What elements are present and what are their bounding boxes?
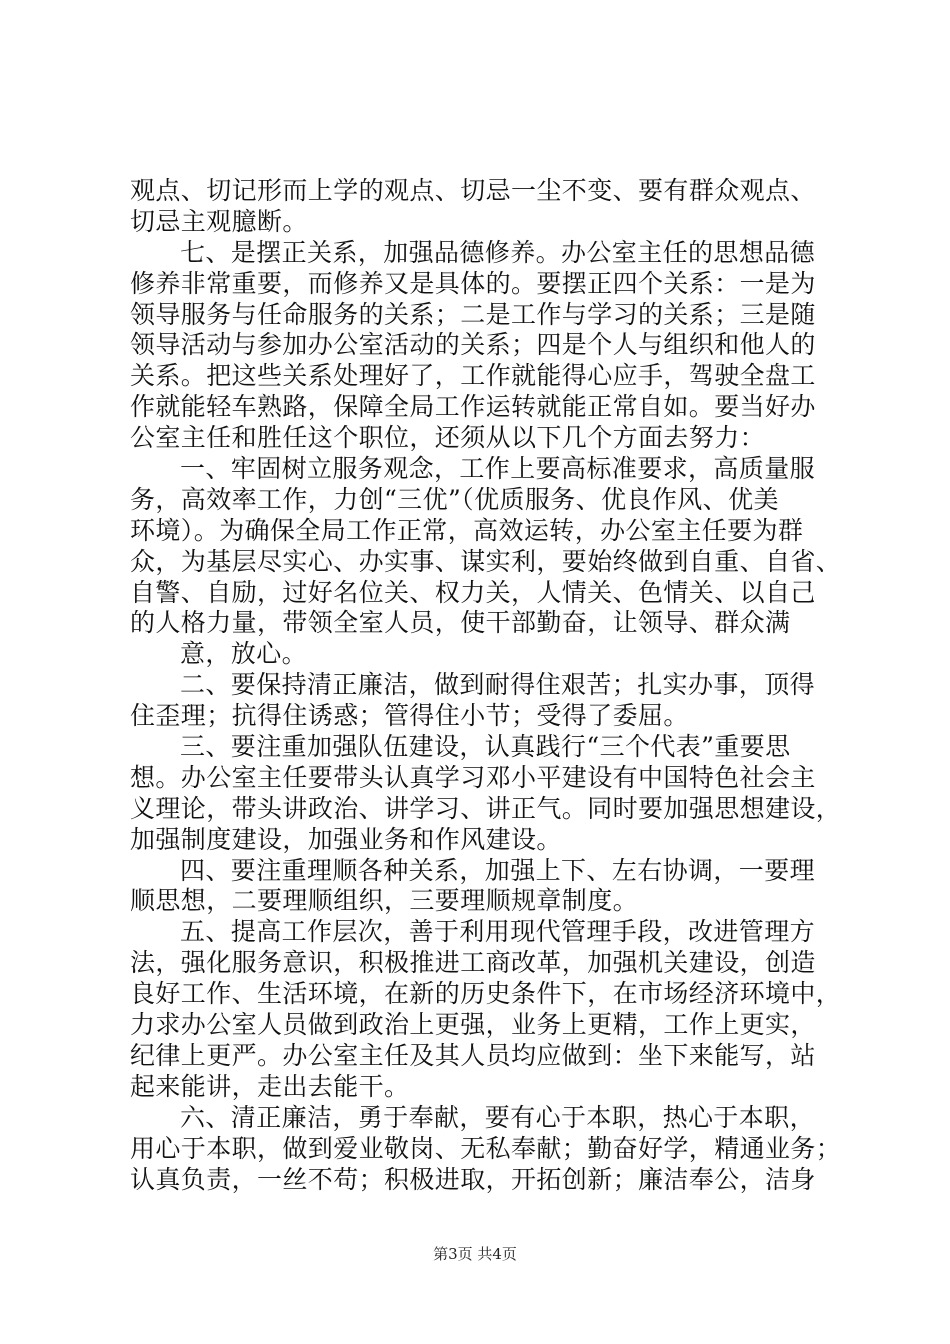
text-line: 良好工作、生活环境，在新的历史条件下，在市场经济环境中， [130, 979, 842, 1009]
text-line: 作就能轻车熟路，保障全局工作运转就能正常自如。要当好办 [130, 392, 816, 422]
text-line: 用心于本职，做到爱业敬岗、无私奉献；勤奋好学，精通业务； [130, 1133, 842, 1163]
text-line: 切忌主观臆断。 [130, 206, 308, 236]
text-line: 三、要注重加强队伍建设，认真践行“三个代表”重要思 [180, 732, 791, 762]
text-line: 七、是摆正关系，加强品德修养。办公室主任的思想品德 [180, 237, 816, 267]
text-line: 自警、自励，过好名位关、权力关，人情关、色情关、以自己 [130, 577, 816, 607]
text-line: 顺思想，二要理顺组织，三要理顺规章制度。 [130, 886, 639, 916]
page-footer: 第3页 共4页 [433, 1245, 517, 1263]
text-line: 众，为基层尽实心、办实事、谋实利，要始终做到自重、自省、 [130, 546, 842, 576]
text-line: 四、要注重理顺各种关系，加强上下、左右协调，一要理 [180, 855, 816, 885]
text-line: 观点、切记形而上学的观点、切忌一尘不变、要有群众观点、 [130, 176, 816, 205]
text-line: 领导服务与任命服务的关系；二是工作与学习的关系；三是随 [130, 299, 816, 329]
text-line: 一、牢固树立服务观念，工作上要高标准要求，高质量服 [180, 454, 816, 484]
text-line: 义理论，带头讲政治、讲学习、讲正气。同时要加强思想建设， [130, 793, 842, 823]
text-line: 务，高效率工作，力创“三优”（优质服务、优良作风、优美 [130, 484, 779, 514]
text-line: 认真负责，一丝不苟；积极进取，开拓创新；廉洁奉公，洁身 [130, 1164, 816, 1194]
text-line: 起来能讲，走出去能干。 [130, 1071, 410, 1101]
text-line: 关系。把这些关系处理好了，工作就能得心应手，驾驶全盘工 [130, 361, 816, 391]
text-line: 意，放心。 [180, 639, 308, 669]
text-line: 纪律上更严。办公室主任及其人员均应做到：坐下来能写，站 [130, 1040, 816, 1070]
text-line: 修养非常重要，而修养又是具体的。要摆正四个关系：一是为 [130, 268, 816, 298]
text-line: 公室主任和胜任这个职位，还须从以下几个方面去努力： [130, 423, 766, 453]
text-line: 法，强化服务意识，积极推进工商改革，加强机关建设，创造 [130, 948, 816, 978]
text-line: 环境）。为确保全局工作正常，高效运转，办公室主任要为群 [130, 515, 804, 545]
text-line: 六、清正廉洁，勇于奉献，要有心于本职，热心于本职， [180, 1102, 816, 1132]
text-line: 力求办公室人员做到政治上更强，业务上更精，工作上更实， [130, 1010, 816, 1040]
document-body [130, 176, 842, 1195]
text-line: 加强制度建设，加强业务和作风建设。 [130, 824, 562, 854]
text-line: 住歪理；抗得住诱惑；管得住小节；受得了委屈。 [130, 701, 689, 731]
text-line: 的人格力量，带领全室人员，使干部勤奋，让领导、群众满 [130, 608, 791, 638]
text-line: 领导活动与参加办公室活动的关系；四是个人与组织和他人的 [130, 330, 816, 360]
text-line: 五、提高工作层次，善于利用现代管理手段，改进管理方 [180, 917, 816, 947]
text-line: 二、要保持清正廉洁，做到耐得住艰苦；扎实办事，顶得 [180, 670, 816, 700]
text-line: 想。办公室主任要带头认真学习邓小平建设有中国特色社会主 [130, 762, 816, 792]
